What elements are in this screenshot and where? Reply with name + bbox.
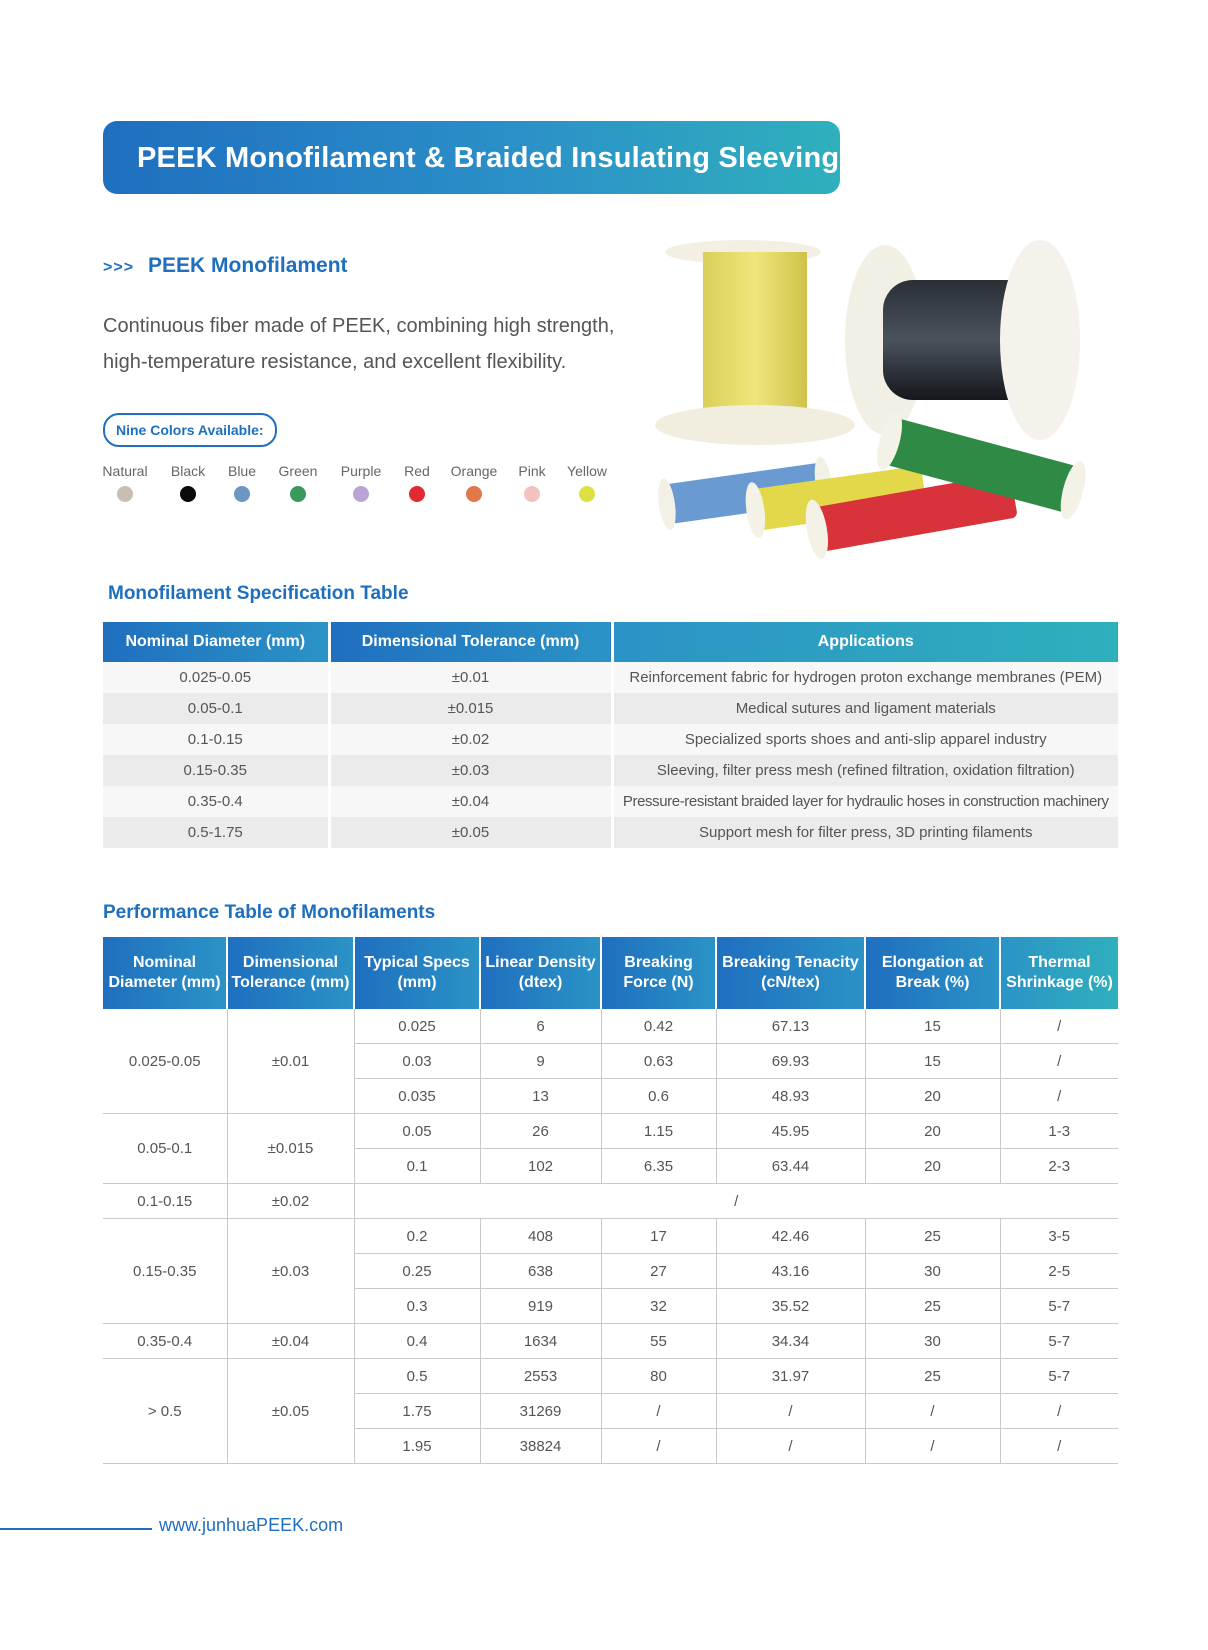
color-dot — [466, 486, 482, 502]
table-cell: 15 — [865, 1044, 1000, 1079]
table-cell: Specialized sports shoes and anti-slip apparel industry — [612, 724, 1118, 755]
header-cell: Dimensional Tolerance (mm) — [227, 937, 354, 1009]
table-cell: 30 — [865, 1324, 1000, 1359]
diameter-cell: 0.15-0.35 — [103, 1219, 227, 1324]
table-cell: 2553 — [480, 1359, 601, 1394]
table-cell: Sleeving, filter press mesh (refined filtration, oxidation filtration) — [612, 755, 1118, 786]
color-swatch — [158, 463, 218, 502]
table-cell: / — [865, 1429, 1000, 1464]
table-cell: 38824 — [480, 1429, 601, 1464]
table-cell: 32 — [601, 1289, 716, 1324]
color-label: Purple — [340, 463, 382, 479]
table-cell: / — [1000, 1394, 1118, 1429]
tolerance-cell: ±0.02 — [227, 1184, 354, 1219]
spec-table — [103, 622, 1118, 848]
table-cell: 919 — [480, 1289, 601, 1324]
table-cell: 6.35 — [601, 1149, 716, 1184]
spools-photo — [655, 240, 1125, 570]
tolerance-cell: ±0.015 — [227, 1114, 354, 1184]
table-cell: 25 — [865, 1219, 1000, 1254]
table-cell: 0.15-0.35 — [103, 755, 329, 786]
table-cell: 25 — [865, 1289, 1000, 1324]
footer-url[interactable]: www.junhuaPEEK.com — [159, 1515, 344, 1535]
table-cell: 1.75 — [354, 1394, 480, 1429]
table-cell: 0.35-0.4 — [103, 786, 329, 817]
table-cell: / — [1000, 1429, 1118, 1464]
table-row — [103, 1219, 1118, 1254]
table-cell: 31269 — [480, 1394, 601, 1429]
table-cell: ±0.05 — [329, 817, 612, 848]
table-cell: / — [1000, 1079, 1118, 1114]
table-cell: Reinforcement fabric for hydrogen proton exchange membranes (PEM) — [612, 662, 1118, 693]
intro-text: Continuous fiber made of PEEK, combining high strength, high-temperature resistance, and excellent flexibility. — [103, 315, 615, 373]
table-cell: 0.05-0.1 — [103, 693, 329, 724]
table-cell: 0.1 — [354, 1149, 480, 1184]
table-cell: 5-7 — [1000, 1359, 1118, 1394]
color-swatch — [268, 463, 328, 502]
spec-table-title: Monofilament Specification Table — [108, 583, 409, 604]
table-cell: 30 — [865, 1254, 1000, 1289]
table-cell: 45.95 — [716, 1114, 865, 1149]
table-cell: 67.13 — [716, 1009, 865, 1044]
color-dot — [290, 486, 306, 502]
table-cell: 0.5 — [354, 1359, 480, 1394]
color-label: Green — [278, 463, 318, 479]
color-dot — [353, 486, 369, 502]
table-cell: ±0.01 — [329, 662, 612, 693]
table-row — [103, 724, 1118, 755]
table-cell: ±0.03 — [329, 755, 612, 786]
header-cell: Nominal Diameter (mm) — [103, 937, 227, 1009]
table-cell: 15 — [865, 1009, 1000, 1044]
color-label: Pink — [518, 463, 546, 479]
table-row — [103, 786, 1118, 817]
table-cell: 0.3 — [354, 1289, 480, 1324]
color-swatch — [444, 463, 504, 502]
table-row — [103, 662, 1118, 693]
table-cell: 0.05 — [354, 1114, 480, 1149]
tolerance-cell: ±0.01 — [227, 1009, 354, 1114]
color-dot — [579, 486, 595, 502]
table-cell: 26 — [480, 1114, 601, 1149]
table-row — [103, 1324, 1118, 1359]
table-cell: Pressure-resistant braided layer for hydraulic hoses in construction machinery — [612, 786, 1118, 817]
table-cell: 31.97 — [716, 1359, 865, 1394]
table-cell: / — [865, 1394, 1000, 1429]
header-cell: Linear Density (dtex) — [480, 937, 601, 1009]
color-swatch — [502, 463, 562, 502]
header-cell: Nominal Diameter (mm) — [103, 622, 329, 662]
table-cell: 25 — [865, 1359, 1000, 1394]
table-cell: 1.15 — [601, 1114, 716, 1149]
color-swatch — [331, 463, 391, 502]
tolerance-cell: ±0.05 — [227, 1359, 354, 1464]
table-cell: / — [354, 1184, 1118, 1219]
table-cell: 0.025-0.05 — [103, 662, 329, 693]
table-cell: 17 — [601, 1219, 716, 1254]
table-cell: 48.93 — [716, 1079, 865, 1114]
color-dot — [117, 486, 133, 502]
section-title: PEEK Monofilament — [148, 254, 348, 277]
table-cell: Support mesh for filter press, 3D printing filaments — [612, 817, 1118, 848]
color-label: Black — [170, 463, 206, 479]
table-cell: 9 — [480, 1044, 601, 1079]
table-cell: 6 — [480, 1009, 601, 1044]
color-dot — [234, 486, 250, 502]
table-cell: / — [716, 1394, 865, 1429]
color-label: Yellow — [567, 463, 607, 479]
table-cell: 1.95 — [354, 1429, 480, 1464]
table-cell: 0.03 — [354, 1044, 480, 1079]
page-title: PEEK Monofilament & Braided Insulating Sleeving — [137, 142, 840, 174]
spec-header-row — [103, 622, 1118, 662]
table-cell: 20 — [865, 1149, 1000, 1184]
table-cell: 0.63 — [601, 1044, 716, 1079]
table-row — [103, 817, 1118, 848]
color-swatch — [557, 463, 617, 502]
table-cell: 13 — [480, 1079, 601, 1114]
diameter-cell: > 0.5 — [103, 1359, 227, 1464]
diameter-cell: 0.05-0.1 — [103, 1114, 227, 1184]
color-label: Natural — [102, 463, 148, 479]
header-cell: Breaking Tenacity (cN/tex) — [716, 937, 865, 1009]
header-cell: Typical Specs (mm) — [354, 937, 480, 1009]
table-row — [103, 1359, 1118, 1394]
color-swatch — [95, 463, 155, 502]
table-cell: 102 — [480, 1149, 601, 1184]
table-cell: 0.2 — [354, 1219, 480, 1254]
table-cell: 34.34 — [716, 1324, 865, 1359]
tolerance-cell: ±0.03 — [227, 1219, 354, 1324]
table-cell: 0.6 — [601, 1079, 716, 1114]
color-swatch — [212, 463, 272, 502]
footer-divider — [0, 1528, 152, 1530]
table-cell: 0.025 — [354, 1009, 480, 1044]
table-cell: 43.16 — [716, 1254, 865, 1289]
diameter-cell: 0.025-0.05 — [103, 1009, 227, 1114]
table-cell: 1634 — [480, 1324, 601, 1359]
table-cell: / — [1000, 1009, 1118, 1044]
table-cell: 42.46 — [716, 1219, 865, 1254]
table-row — [103, 693, 1118, 724]
table-cell: 35.52 — [716, 1289, 865, 1324]
table-row — [103, 1009, 1118, 1044]
color-label: Blue — [227, 463, 257, 479]
table-cell: 80 — [601, 1359, 716, 1394]
table-cell: 0.1-0.15 — [103, 724, 329, 755]
table-cell: / — [601, 1429, 716, 1464]
table-row — [103, 1114, 1118, 1149]
arrows-icon: >>> — [103, 259, 135, 276]
table-cell: 0.5-1.75 — [103, 817, 329, 848]
color-dot — [180, 486, 196, 502]
header-cell: Elongation at Break (%) — [865, 937, 1000, 1009]
color-label: Red — [404, 463, 430, 479]
table-cell: 5-7 — [1000, 1324, 1118, 1359]
table-cell: 5-7 — [1000, 1289, 1118, 1324]
table-cell: / — [716, 1429, 865, 1464]
table-cell: 27 — [601, 1254, 716, 1289]
diameter-cell: 0.35-0.4 — [103, 1324, 227, 1359]
color-dot — [524, 486, 540, 502]
table-cell: 20 — [865, 1079, 1000, 1114]
header-cell: Thermal Shrinkage (%) — [1000, 937, 1118, 1009]
table-cell: 0.25 — [354, 1254, 480, 1289]
table-cell: ±0.04 — [329, 786, 612, 817]
table-cell: 69.93 — [716, 1044, 865, 1079]
perf-table-title: Performance Table of Monofilaments — [103, 902, 436, 923]
colors-badge: Nine Colors Available: — [103, 413, 277, 447]
table-cell: 55 — [601, 1324, 716, 1359]
section-heading — [103, 254, 348, 278]
table-cell: 3-5 — [1000, 1219, 1118, 1254]
table-row — [103, 1184, 1118, 1219]
color-swatch — [387, 463, 447, 502]
table-cell: 0.42 — [601, 1009, 716, 1044]
header-cell: Applications — [612, 622, 1118, 662]
header-cell: Breaking Force (N) — [601, 937, 716, 1009]
table-cell: 63.44 — [716, 1149, 865, 1184]
color-dot — [409, 486, 425, 502]
table-cell: 1-3 — [1000, 1114, 1118, 1149]
table-row — [103, 755, 1118, 786]
header-cell: Dimensional Tolerance (mm) — [329, 622, 612, 662]
table-cell: 0.035 — [354, 1079, 480, 1114]
table-cell: 2-5 — [1000, 1254, 1118, 1289]
perf-table — [103, 937, 1118, 1464]
table-cell: 2-3 — [1000, 1149, 1118, 1184]
color-label: Orange — [450, 463, 498, 479]
table-cell: 0.4 — [354, 1324, 480, 1359]
table-cell: / — [1000, 1044, 1118, 1079]
table-cell: Medical sutures and ligament materials — [612, 693, 1118, 724]
title-banner — [103, 121, 840, 194]
table-cell: ±0.015 — [329, 693, 612, 724]
table-cell: 20 — [865, 1114, 1000, 1149]
table-cell: 408 — [480, 1219, 601, 1254]
table-cell: ±0.02 — [329, 724, 612, 755]
diameter-cell: 0.1-0.15 — [103, 1184, 227, 1219]
tolerance-cell: ±0.04 — [227, 1324, 354, 1359]
table-cell: / — [601, 1394, 716, 1429]
perf-header-row — [103, 937, 1118, 1009]
table-cell: 638 — [480, 1254, 601, 1289]
